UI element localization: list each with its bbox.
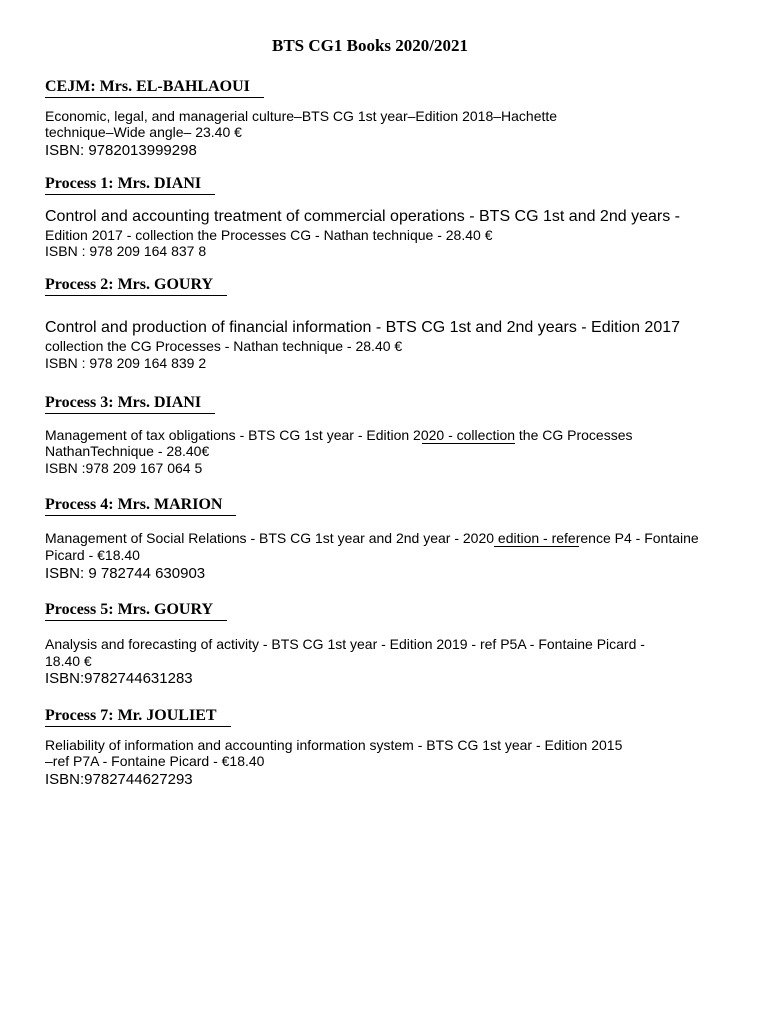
section-heading-process-7: Process 7: Mr. JOULIET: [45, 707, 231, 727]
book-isbn: ISBN:9782744627293: [45, 771, 193, 788]
section-heading-process-2: Process 2: Mrs. GOURY: [45, 276, 227, 296]
text-underline: [422, 443, 515, 444]
book-description-line: Management of tax obligations - BTS CG 1st year - Edition 2020 - collection the CG Processes: [45, 427, 633, 443]
book-isbn: ISBN : 978 209 164 837 8: [45, 243, 207, 259]
book-description-line: NathanTechnique - 28.40€: [45, 443, 210, 459]
book-isbn: ISBN: 9782013999298: [45, 142, 197, 159]
book-description-line: technique–Wide angle– 23.40 €: [45, 124, 242, 140]
book-description-line: 18.40 €: [45, 653, 92, 669]
book-description-line: –ref P7A - Fontaine Picard - €18.40: [45, 753, 265, 769]
book-description-line: Picard - €18.40: [45, 547, 140, 563]
book-isbn: ISBN:9782744631283: [45, 670, 193, 687]
book-isbn: ISBN : 978 209 164 839 2: [45, 355, 207, 371]
text-underline: [494, 546, 579, 547]
book-description-line: Analysis and forecasting of activity - BTS CG 1st year - Edition 2019 - ref P5A - Fontaine Picard -: [45, 636, 645, 652]
book-description-line: Management of Social Relations - BTS CG 1st year and 2nd year - 2020 edition - reference P4 - Fontaine: [45, 530, 699, 546]
document-title: BTS CG1 Books 2020/2021: [271, 36, 468, 55]
section-heading-process-1: Process 1: Mrs. DIANI: [45, 175, 215, 195]
book-description-line: Economic, legal, and managerial culture–BTS CG 1st year–Edition 2018–Hachette: [45, 108, 558, 124]
book-isbn: ISBN: 9 782744 630903: [45, 565, 206, 582]
section-heading-cejm: CEJM: Mrs. EL-BAHLAOUI: [45, 78, 264, 98]
book-description-line: Reliability of information and accounting information system - BTS CG 1st year - Edition 2015: [45, 737, 623, 753]
book-description-line: Control and production of financial information - BTS CG 1st and 2nd years - Edition 2017: [45, 319, 681, 336]
book-description-line: Edition 2017 - collection the Processes CG - Nathan technique - 28.40 €: [45, 227, 493, 243]
section-heading-process-5: Process 5: Mrs. GOURY: [45, 601, 227, 621]
book-isbn: ISBN :978 209 167 064 5: [45, 460, 203, 476]
book-description-line: Control and accounting treatment of commercial operations - BTS CG 1st and 2nd years -: [45, 208, 680, 225]
section-heading-process-4: Process 4: Mrs. MARION: [45, 496, 236, 516]
section-heading-process-3: Process 3: Mrs. DIANI: [45, 394, 215, 414]
book-description-line: collection the CG Processes - Nathan technique - 28.40 €: [45, 338, 403, 354]
